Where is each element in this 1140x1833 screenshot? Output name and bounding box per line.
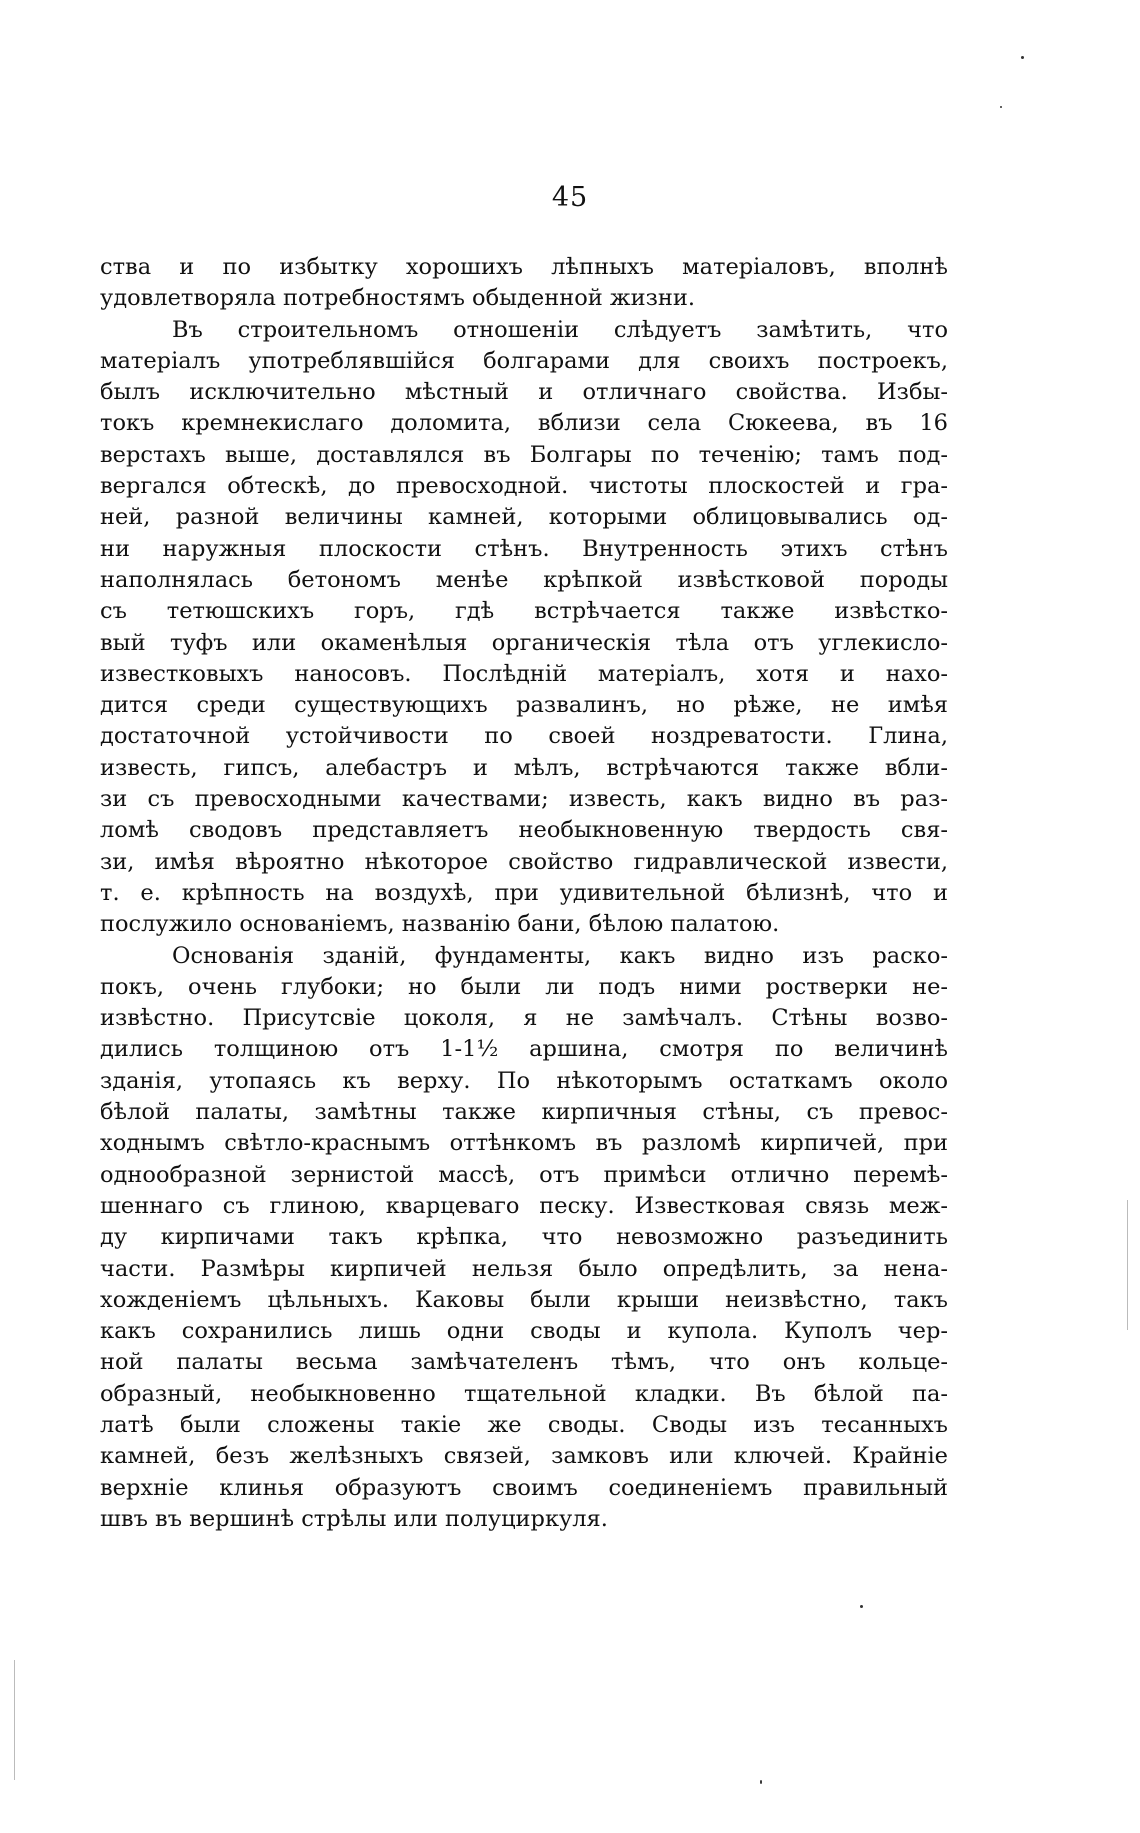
text-line: зи съ превосходными качествами; известь, какъ видно въ раз- bbox=[100, 786, 948, 813]
text-line: зданія, утопаясь къ верху. По нѣкоторымъ остаткамъ около bbox=[100, 1067, 948, 1094]
paragraph bbox=[100, 315, 948, 941]
text-line: бѣлой палаты, замѣтны также кирпичныя стѣны, съ превос- bbox=[100, 1099, 948, 1126]
text-line: части. Размѣры кирпичей нельзя было опредѣлить, за нена- bbox=[100, 1255, 948, 1282]
text-line: съ тетюшскихъ горъ, гдѣ встрѣчается также извѣстко- bbox=[100, 598, 948, 625]
text-line: дились толщиною отъ 1-1½ аршина, смотря по величинѣ bbox=[100, 1036, 948, 1063]
text-line: латѣ были сложены такіе же своды. Своды изъ тесанныхъ bbox=[100, 1411, 948, 1438]
text-line: известь, гипсъ, алебастръ и мѣлъ, встрѣчаются также вбли- bbox=[100, 754, 948, 781]
text-line: Въ строительномъ отношеніи слѣдуетъ замѣтить, что bbox=[172, 316, 948, 343]
body-text bbox=[100, 252, 948, 1535]
scan-speck bbox=[1021, 56, 1024, 59]
text-line: ду кирпичами такъ крѣпка, что невозможно разъединить bbox=[100, 1224, 948, 1251]
scan-edge-line bbox=[1127, 1200, 1128, 1330]
text-line: швъ въ вершинѣ стрѣлы или полуциркуля. bbox=[100, 1505, 608, 1532]
text-line: извѣстно. Присутсвіе цоколя, я не замѣчалъ. Стѣны возво- bbox=[100, 1005, 948, 1032]
text-line: удовлетворяла потребностямъ обыденной жизни. bbox=[100, 285, 696, 312]
text-line: ломѣ сводовъ представляетъ необыкновенную твердость свя- bbox=[100, 817, 948, 844]
text-line: былъ исключительно мѣстный и отличнаго свойства. Избы- bbox=[100, 379, 948, 406]
text-line: Основанія зданій, фундаменты, какъ видно изъ раско- bbox=[172, 942, 948, 969]
scan-edge-line bbox=[14, 1660, 15, 1780]
text-line: послужило основаніемъ, названію бани, бѣлою палатою. bbox=[100, 911, 780, 938]
text-line: токъ кремнекислаго доломита, вблизи села Сюкеева, въ 16 bbox=[100, 410, 948, 437]
text-line: покъ, очень глубоки; но были ли подъ ними ростверки не- bbox=[100, 973, 948, 1000]
text-line: ней, разной величины камней, которыми облицовывались од- bbox=[100, 504, 948, 531]
text-line: шеннаго съ глиною, кварцеваго песку. Известковая связь меж- bbox=[100, 1192, 948, 1219]
text-line: ной палаты весьма замѣчателенъ тѣмъ, что онъ кольце- bbox=[100, 1349, 948, 1376]
paragraph bbox=[100, 941, 948, 1536]
page-number: 45 bbox=[551, 182, 589, 213]
text-line: дится среди существующихъ развалинъ, но рѣже, не имѣя bbox=[100, 692, 948, 719]
text-line: вый туфъ или окаменѣлыя органическія тѣла отъ углекисло- bbox=[100, 629, 948, 656]
text-line: образный, необыкновенно тщательной кладки. Въ бѣлой па- bbox=[100, 1380, 948, 1407]
text-line: матеріалъ употреблявшійся болгарами для своихъ построекъ, bbox=[100, 347, 948, 374]
paragraph bbox=[100, 252, 948, 315]
text-line: ходнымъ свѣтло-краснымъ оттѣнкомъ въ разломѣ кирпичей, при bbox=[100, 1130, 948, 1157]
text-line: ни наружныя плоскости стѣнъ. Внутренность этихъ стѣнъ bbox=[100, 535, 948, 562]
text-line: какъ сохранились лишь одни своды и купола. Куполъ чер- bbox=[100, 1318, 948, 1345]
text-line: т. е. крѣпность на воздухѣ, при удивительной бѣлизнѣ, что и bbox=[100, 879, 948, 906]
text-line: наполнялась бетономъ менѣе крѣпкой извѣстковой породы bbox=[100, 566, 948, 593]
text-line: верстахъ выше, доставлялся въ Болгары по теченію; тамъ под- bbox=[100, 441, 948, 468]
text-line: ства и по избытку хорошихъ лѣпныхъ матеріаловъ, вполнѣ bbox=[100, 254, 948, 280]
text-line: верхніе клинья образуютъ своимъ соединеніемъ правильный bbox=[100, 1474, 948, 1501]
scan-speck bbox=[760, 1780, 762, 1784]
text-line: однообразной зернистой массѣ, отъ примѣси отлично перемѣ- bbox=[100, 1161, 948, 1188]
text-line: вергался обтескѣ, до превосходной. чистоты плоскостей и гра- bbox=[100, 473, 948, 500]
text-line: известковыхъ наносовъ. Послѣдній матеріалъ, хотя и нахо- bbox=[100, 660, 948, 687]
text-line: хожденіемъ цѣльныхъ. Каковы были крыши неизвѣстно, такъ bbox=[100, 1286, 948, 1313]
scan-speck bbox=[1000, 106, 1002, 108]
text-line: камней, безъ желѣзныхъ связей, замковъ или ключей. Крайніе bbox=[100, 1443, 948, 1470]
scan-speck bbox=[860, 1605, 863, 1608]
text-line: зи, имѣя вѣроятно нѣкоторое свойство гидравлической извести, bbox=[100, 848, 948, 875]
text-line: достаточной устойчивости по своей ноздреватости. Глина, bbox=[100, 723, 948, 750]
